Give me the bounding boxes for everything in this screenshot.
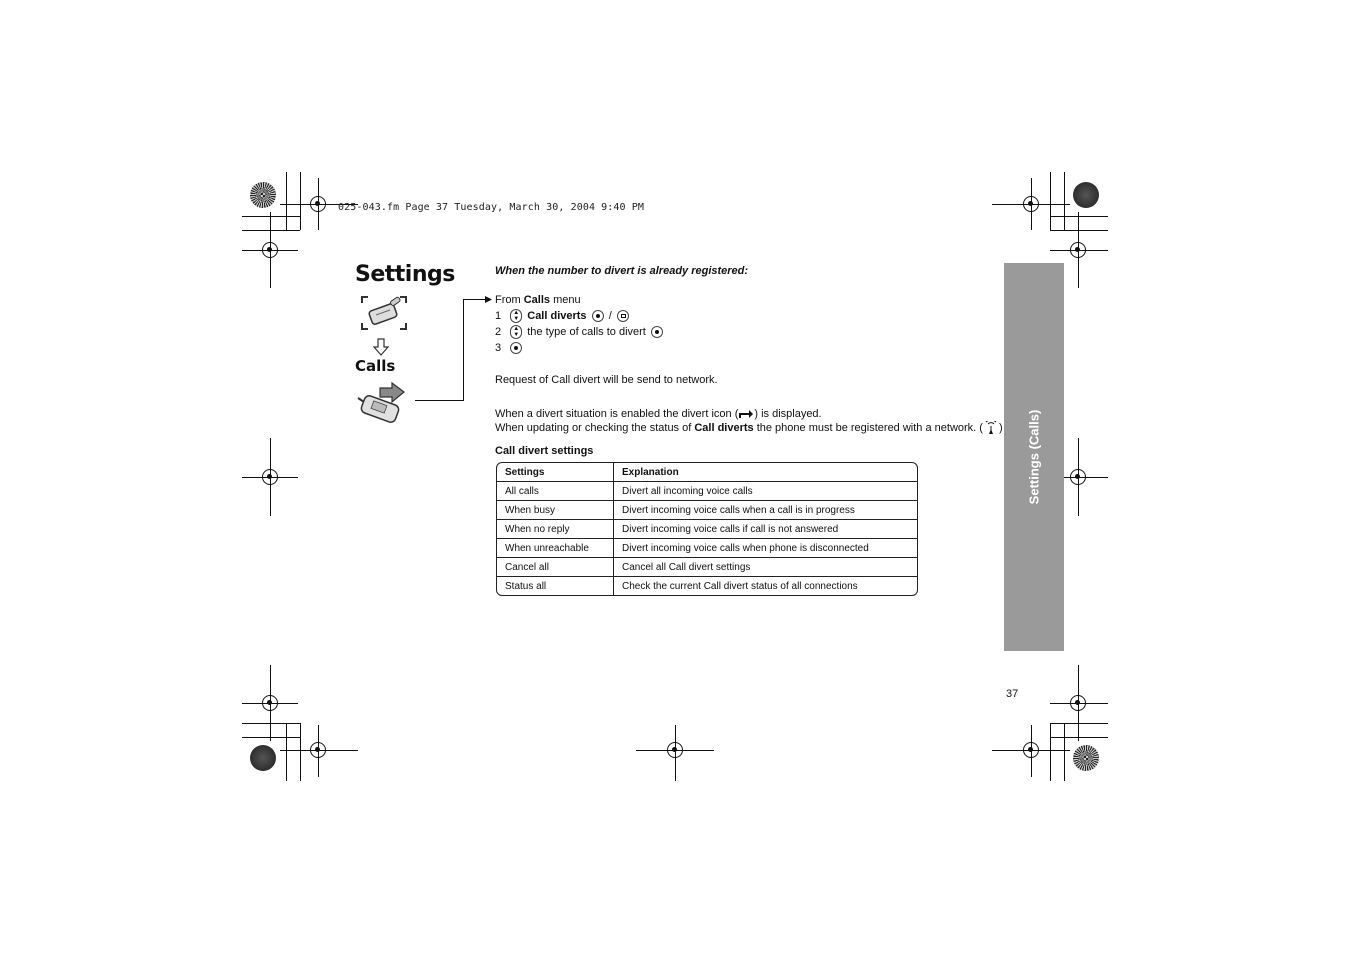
step-number: 3 <box>495 342 502 354</box>
table-cell-explanation: Divert incoming voice calls when a call is in progress <box>614 501 917 520</box>
from-suffix: menu <box>550 294 581 306</box>
step-1 <box>495 308 631 324</box>
chapter-side-label: Settings (Calls) <box>1026 409 1042 505</box>
table-cell-setting: When no reply <box>497 520 614 539</box>
connector-line <box>463 299 464 401</box>
divert-line2-b: the phone must be registered with a network. ( <box>753 421 983 434</box>
file-header: 025-043.fm Page 37 Tuesday, March 30, 2004 9:40 PM <box>338 202 645 213</box>
table-row <box>497 501 917 520</box>
divert-icon <box>738 409 754 419</box>
network-signal-icon <box>983 421 999 435</box>
center-key-icon <box>592 310 604 322</box>
table-cell-explanation: Divert incoming voice calls if call is not answered <box>614 520 917 539</box>
divert-line2-bold: Call diverts <box>694 421 754 434</box>
connector-line <box>415 400 464 401</box>
calls-phone-icon <box>356 380 408 428</box>
divert-line2-a: When updating or checking the status of <box>495 421 695 434</box>
table-cell-setting: All calls <box>497 482 614 501</box>
step-3 <box>495 340 524 356</box>
settings-phone-icon <box>358 293 410 333</box>
step-bold: Call diverts <box>527 310 587 322</box>
call-divert-table <box>496 462 918 596</box>
step-number: 2 <box>495 326 502 338</box>
table-row <box>497 482 917 501</box>
divert-line2-c: ) <box>998 421 1003 434</box>
from-menu-line <box>495 292 581 308</box>
table-row <box>497 539 917 558</box>
table-cell-explanation: Check the current Call divert status of all connections <box>622 580 858 592</box>
request-text: Request of Call divert will be send to network. <box>495 374 718 386</box>
page-number: 37 <box>1006 688 1019 700</box>
divert-line1-b: ) is displayed. <box>754 408 822 420</box>
step-2 <box>495 324 665 340</box>
submenu-title: Calls <box>355 357 396 375</box>
from-prefix: From <box>495 294 524 306</box>
step-text: the type of calls to divert <box>527 326 646 338</box>
table-cell-setting: When unreachable <box>497 539 614 558</box>
center-key-icon <box>651 326 663 338</box>
from-menu-name: Calls <box>523 294 551 306</box>
table-cell-explanation: Divert incoming voice calls when phone is disconnected <box>614 539 917 558</box>
table-header-row <box>497 463 917 482</box>
table-cell-setting: Cancel all <box>497 558 614 577</box>
nav-key-icon: ▲ ▼ <box>510 325 522 339</box>
softkey-icon <box>617 310 629 322</box>
table-title: Call divert settings <box>495 445 594 457</box>
step-separator: / <box>608 310 612 322</box>
center-key-icon <box>510 342 522 354</box>
table-header-settings: Settings <box>497 463 614 482</box>
divert-line1-a: When a divert situation is enabled the divert icon ( <box>495 408 739 420</box>
divert-info-line-2 <box>495 421 1003 435</box>
table-cell-explanation: Divert all incoming voice calls <box>614 482 917 501</box>
table-row <box>497 520 917 539</box>
step-number: 1 <box>495 310 502 322</box>
page-title: Settings <box>355 262 455 287</box>
down-arrow-icon <box>373 338 389 356</box>
table-cell-setting: When busy <box>497 501 614 520</box>
table-row <box>497 577 917 595</box>
table-cell-setting: Status all <box>497 577 614 595</box>
table-header-explanation: Explanation <box>614 463 917 482</box>
connector-arrow-icon <box>485 296 492 303</box>
table-cell-explanation: Cancel all Call divert settings <box>614 558 917 577</box>
section-heading: When the number to divert is already registered: <box>495 265 749 277</box>
table-row <box>497 558 917 577</box>
divert-info-line-1 <box>495 408 822 420</box>
nav-key-icon: ▲ ▼ <box>510 309 522 323</box>
